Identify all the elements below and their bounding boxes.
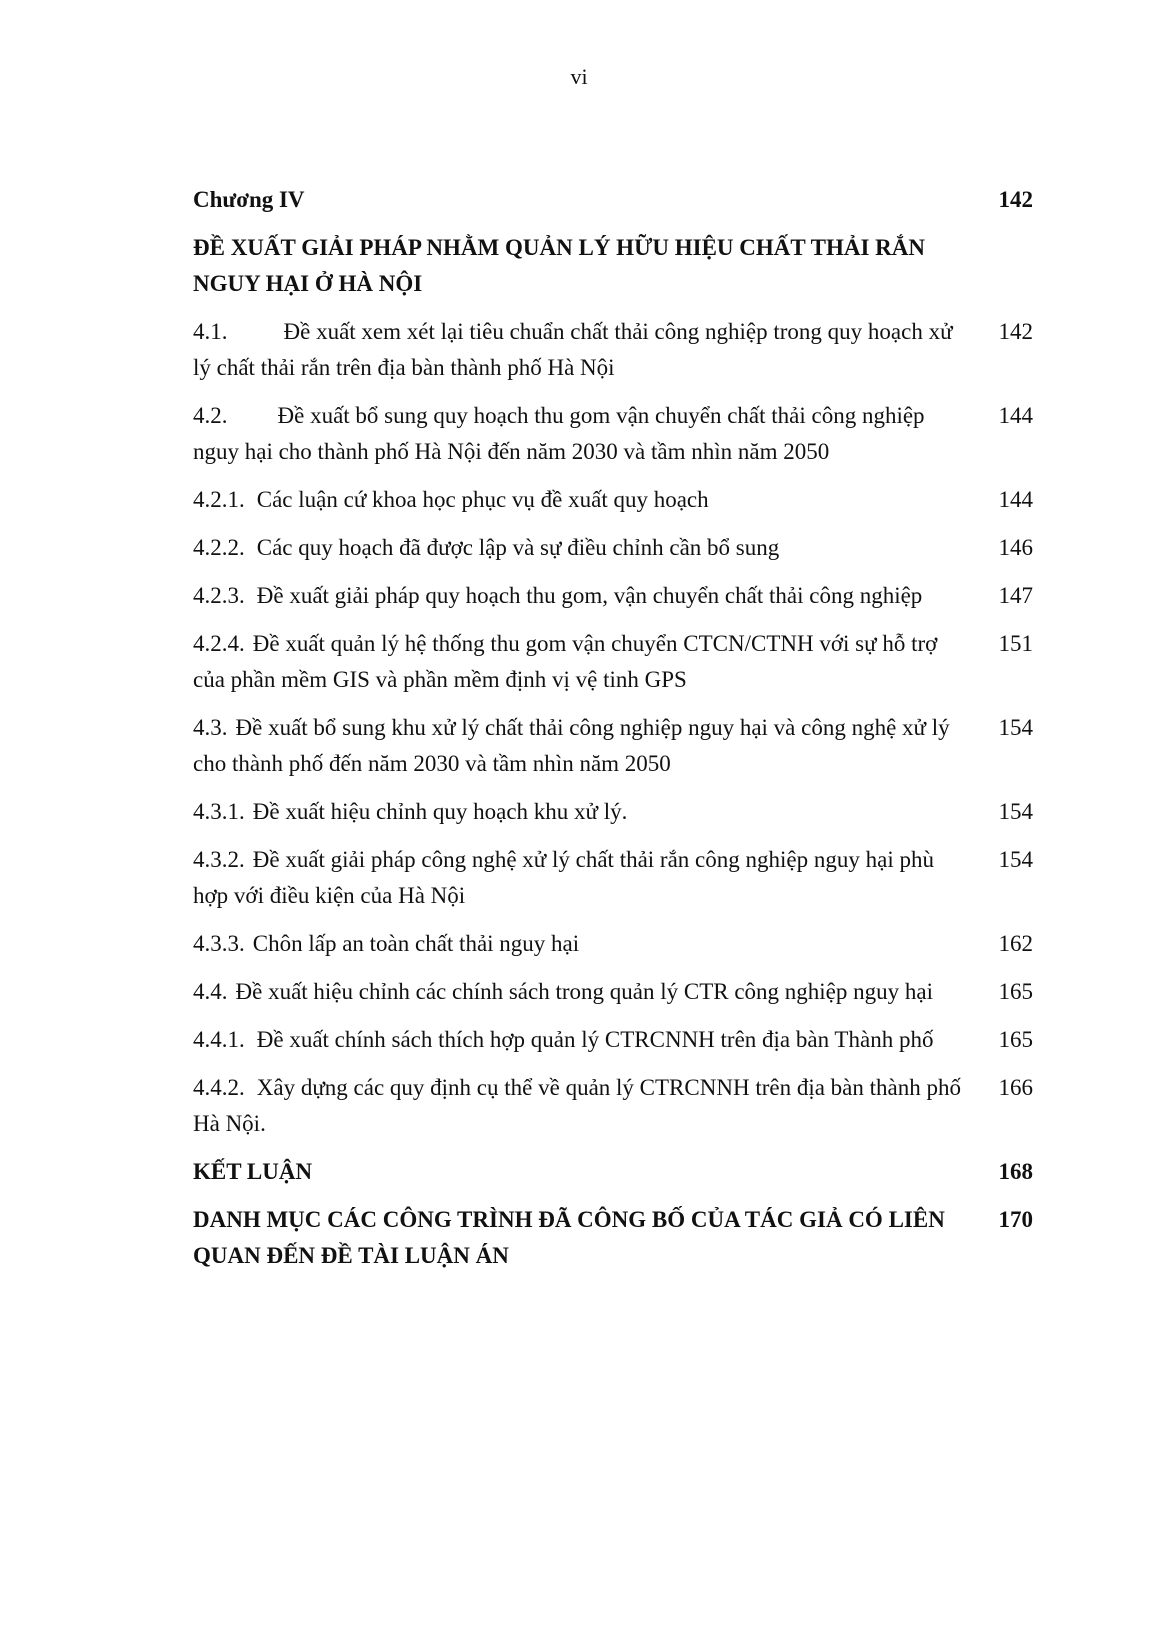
toc-entry-page: 147 xyxy=(998,583,1033,608)
toc-entry-chapter-iv xyxy=(193,182,1033,218)
toc-entry-page: 166 xyxy=(998,1075,1033,1100)
toc-entry-text: Đề xuất bổ sung quy hoạch thu gom vận chuyển chất thải công nghiệp nguy hại cho thành phố Hà Nội đến năm 2030 và tầm nhìn năm 2050 xyxy=(193,403,925,464)
toc-entry-number: 4.1. xyxy=(193,319,228,344)
toc-entry-number: 4.4. xyxy=(193,979,228,1004)
toc-entry-chapter-title xyxy=(193,230,1033,302)
toc-entry-page: 168 xyxy=(998,1159,1033,1184)
table-of-contents xyxy=(193,182,1033,1286)
page-number: vi xyxy=(570,64,588,89)
toc-entry-number: 4.3.3. xyxy=(193,931,245,956)
toc-entry-4-4 xyxy=(193,974,1033,1010)
toc-entry-text: Đề xuất hiệu chỉnh quy hoạch khu xử lý. xyxy=(252,799,628,824)
toc-entry-text: Các quy hoạch đã được lập và sự điều chỉnh cần bổ sung xyxy=(256,535,780,560)
toc-entry-text: DANH MỤC CÁC CÔNG TRÌNH ĐÃ CÔNG BỐ CỦA TÁC GIẢ CÓ LIÊN QUAN ĐẾN ĐỀ TÀI LUẬN ÁN xyxy=(193,1207,945,1268)
toc-entry-page: 144 xyxy=(998,487,1033,512)
toc-entry-number: 4.2.2. xyxy=(193,535,245,560)
toc-entry-number: 4.2. xyxy=(193,403,228,428)
toc-entry-text: Chương IV xyxy=(193,187,305,212)
toc-entry-page: 162 xyxy=(998,931,1033,956)
toc-entry-4-2 xyxy=(193,398,1033,470)
toc-entry-number: 4.2.1. xyxy=(193,487,245,512)
toc-entry-4-2-1 xyxy=(193,482,1033,518)
toc-entry-conclusion xyxy=(193,1154,1033,1190)
toc-entry-4-2-2 xyxy=(193,530,1033,566)
toc-entry-publications xyxy=(193,1202,1033,1274)
toc-entry-text: ĐỀ XUẤT GIẢI PHÁP NHẰM QUẢN LÝ HỮU HIỆU CHẤT THẢI RẮN NGUY HẠI Ở HÀ NỘI xyxy=(193,235,926,296)
toc-entry-page: 154 xyxy=(998,799,1033,824)
toc-entry-page: 165 xyxy=(998,979,1033,1004)
toc-entry-number: 4.3.1. xyxy=(193,799,245,824)
toc-entry-page: 142 xyxy=(998,187,1033,212)
toc-entry-number: 4.3. xyxy=(193,715,228,740)
toc-entry-page: 170 xyxy=(998,1207,1033,1232)
toc-entry-4-4-1 xyxy=(193,1022,1033,1058)
toc-entry-text: Đề xuất hiệu chỉnh các chính sách trong quản lý CTR công nghiệp nguy hại xyxy=(235,979,933,1004)
toc-entry-number: 4.4.1. xyxy=(193,1027,245,1052)
toc-entry-4-3 xyxy=(193,710,1033,782)
toc-entry-4-4-2 xyxy=(193,1070,1033,1142)
toc-entry-text: Đề xuất giải pháp quy hoạch thu gom, vận chuyển chất thải công nghiệp xyxy=(256,583,923,608)
toc-entry-page: 151 xyxy=(998,631,1033,656)
toc-entry-4-2-4 xyxy=(193,626,1033,698)
toc-entry-page: 142 xyxy=(998,319,1033,344)
toc-entry-4-3-2 xyxy=(193,842,1033,914)
toc-entry-4-2-3 xyxy=(193,578,1033,614)
toc-entry-text: Đề xuất xem xét lại tiêu chuẩn chất thải công nghiệp trong quy hoạch xử lý chất thải rắn trên địa bàn thành phố Hà Nội xyxy=(193,319,953,380)
toc-entry-text: Các luận cứ khoa học phục vụ đề xuất quy hoạch xyxy=(256,487,709,512)
toc-entry-text: Đề xuất bổ sung khu xử lý chất thải công nghiệp nguy hại và công nghệ xử lý cho thành phố đến năm 2030 và tầm nhìn năm 2050 xyxy=(193,715,950,776)
toc-entry-4-3-3 xyxy=(193,926,1033,962)
toc-entry-4-3-1 xyxy=(193,794,1033,830)
toc-entry-page: 154 xyxy=(998,847,1033,872)
toc-entry-text: Xây dựng các quy định cụ thể về quản lý CTRCNNH trên địa bàn thành phố Hà Nội. xyxy=(193,1075,961,1136)
toc-entry-4-1 xyxy=(193,314,1033,386)
toc-entry-page: 144 xyxy=(998,403,1033,428)
toc-entry-number: 4.4.2. xyxy=(193,1075,245,1100)
toc-entry-text: KẾT LUẬN xyxy=(193,1159,313,1184)
toc-entry-text: Đề xuất chính sách thích hợp quản lý CTRCNNH trên địa bàn Thành phố xyxy=(256,1027,934,1052)
toc-entry-page: 146 xyxy=(998,535,1033,560)
toc-entry-text: Chôn lấp an toàn chất thải nguy hại xyxy=(252,931,580,956)
toc-entry-text: Đề xuất quản lý hệ thống thu gom vận chuyển CTCN/CTNH với sự hỗ trợ của phần mềm GIS và phần mềm định vị vệ tinh GPS xyxy=(193,631,938,692)
toc-entry-text: Đề xuất giải pháp công nghệ xử lý chất thải rắn công nghiệp nguy hại phù hợp với điều kiện của Hà Nội xyxy=(193,847,934,908)
toc-entry-page: 154 xyxy=(998,715,1033,740)
toc-entry-page: 165 xyxy=(998,1027,1033,1052)
toc-entry-number: 4.3.2. xyxy=(193,847,245,872)
toc-entry-number: 4.2.3. xyxy=(193,583,245,608)
toc-entry-number: 4.2.4. xyxy=(193,631,245,656)
